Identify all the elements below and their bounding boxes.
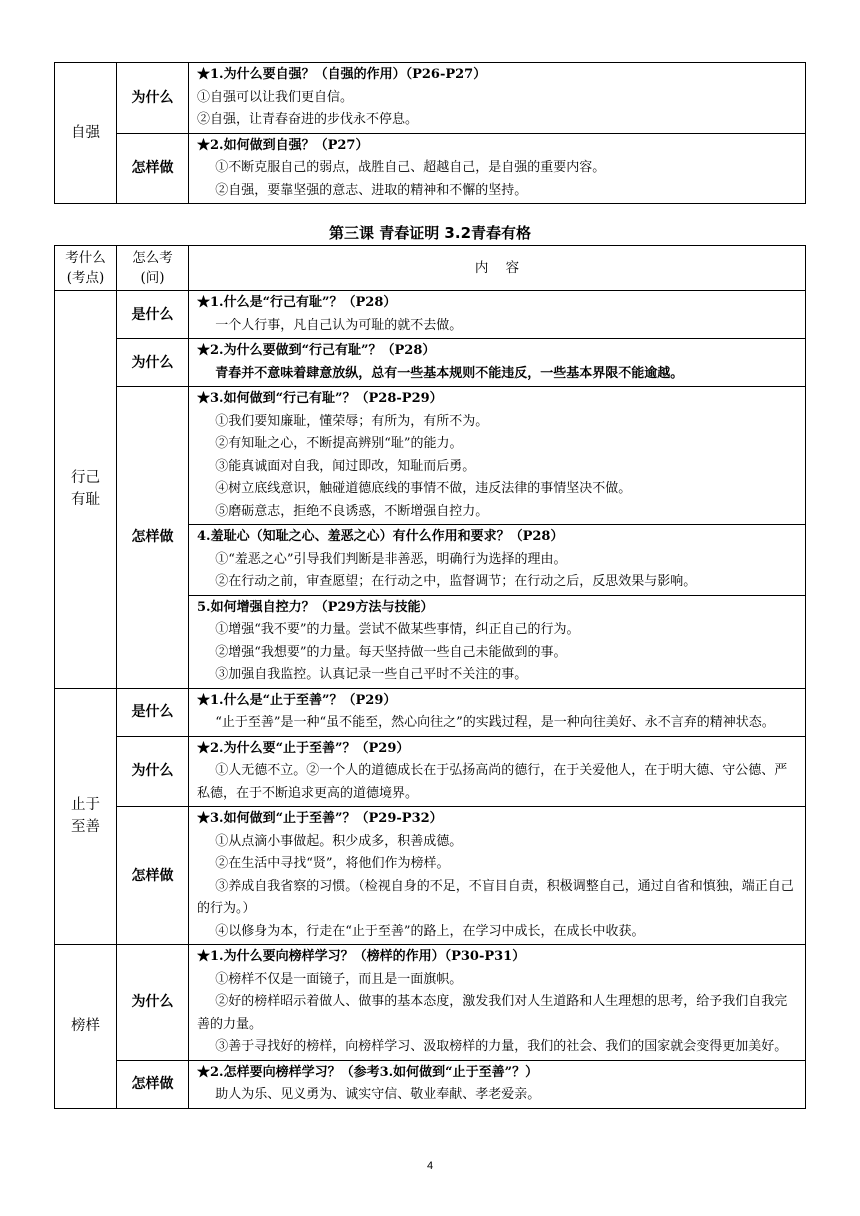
answer-line: ①不断克服自己的弱点，战胜自己、超越自己，是自强的重要内容。 [215, 160, 606, 175]
question-type-cell: 怎样做 [117, 807, 189, 945]
table-header-row [55, 246, 806, 291]
question-type-cell: 是什么 [117, 291, 189, 339]
question-type-cell: 怎样做 [117, 387, 189, 689]
content-cell [189, 688, 806, 736]
question-heading: ★2.为什么要做到“行己有耻”？（P28） [197, 343, 436, 358]
table-row [55, 291, 806, 339]
content-cell [189, 339, 806, 387]
content-cell [189, 945, 806, 1061]
topic-zhiyu-zhishan: 止于 至善 [55, 688, 117, 945]
question-heading: ★1.为什么要向榜样学习？（榜样的作用）（P30-P31） [197, 949, 526, 964]
table-ziqiang [54, 62, 806, 204]
answer-line: ④以修身为本，行走在“止于至善”的路上，在学习中成长，在成长中收获。 [215, 923, 645, 939]
table-row [55, 63, 806, 134]
table-row [55, 133, 806, 204]
answer-line: “止于至善”是一种“虽不能至，然心向往之”的实践过程，是一种向往美好、永不言弃的精神状态。 [215, 715, 775, 730]
answer-line: 青春并不意味着肆意放纵，总有一些基本规则不能违反，一些基本界限不能逾越。 [215, 365, 684, 381]
header-neirong: 内 容 [189, 246, 806, 291]
answer-line: ①“羞恶之心”引导我们判断是非善恶，明确行为选择的理由。 [215, 551, 567, 567]
table-row [55, 387, 806, 525]
topic-xingji-youchi: 行己 有耻 [55, 291, 117, 689]
answer-line: ①增强“我不要”的力量。尝试不做某些事情，纠正自己的行为。 [215, 622, 580, 637]
table-row [55, 688, 806, 736]
table-qingchun-youge [54, 245, 806, 1109]
question-type-cell: 为什么 [117, 736, 189, 807]
content-cell [189, 387, 806, 525]
answer-line: ②增强“我想要”的力量。每天坚持做一些自己未能做到的事。 [215, 644, 567, 660]
answer-line: ①从点滴小事做起。积少成多，积善成德。 [215, 833, 463, 849]
table-row [55, 807, 806, 945]
content-cell [189, 595, 806, 688]
answer-line: ②自强，要靠坚强的意志、进取的精神和不懈的坚持。 [215, 182, 528, 198]
answer-line: ②在生活中寻找“贤”，将他们作为榜样。 [215, 856, 450, 871]
answer-line: ③善于寻找好的榜样，向榜样学习、汲取榜样的力量，我们的社会、我们的国家就会变得更加美好。 [215, 1039, 788, 1054]
question-type-cell: 是什么 [117, 688, 189, 736]
question-heading: 5.如何增强自控力？（P29方法与技能） [197, 599, 434, 615]
question-heading: ★2.怎样要向榜样学习？（参考3.如何做到“止于至善”？） [197, 1064, 539, 1080]
question-heading: 4.羞耻心（知耻之心、羞恶之心）有什么作用和要求？（P28） [197, 529, 564, 544]
answer-line: ②在行动之前，审查愿望；在行动之中，监督调节；在行动之后，反思效果与影响。 [215, 574, 697, 589]
answer-line: ①我们要知廉耻，懂荣辱；有所为，有所不为。 [215, 413, 489, 429]
question-heading: ★1.为什么要自强？（自强的作用）（P26-P27） [197, 67, 487, 82]
question-heading: ★1.什么是“行己有耻”？（P28） [197, 295, 397, 310]
question-heading: ★1.什么是“止于至善”？（P29） [197, 692, 397, 708]
content-cell [189, 1060, 806, 1108]
content-cell [189, 63, 806, 134]
table-row [55, 1060, 806, 1108]
table-row [55, 736, 806, 807]
page-number: 4 [426, 1160, 434, 1172]
question-heading: ★3.如何做到“止于至善”？（P29-P32） [197, 811, 443, 826]
question-type-cell: 怎样做 [117, 133, 189, 204]
content-cell [189, 807, 806, 945]
answer-line: ①人无德不立。②一个人的道德成长在于弘扬高尚的德行，在于关爱他人，在于明大德、守公德、严私德，在于不断追求更高的道德境界。 [197, 763, 788, 801]
answer-line: ⑤磨砺意志，拒绝不良诱惑，不断增强自控力。 [215, 503, 489, 519]
answer-line: ③养成自我省察的习惯。（检视自身的不足，不盲目自责，积极调整自己，通过自省和慎独，端正自己的行为。） [197, 878, 794, 916]
table-row [55, 339, 806, 387]
answer-line: ②有知耻之心，不断提高辨别“耻”的能力。 [215, 436, 463, 451]
question-heading: ★2.为什么要“止于至善”？（P29） [197, 740, 410, 756]
answer-line: ③能真诚面对自我，闻过即改，知耻而后勇。 [215, 458, 476, 474]
answer-line: ②好的榜样昭示着做人、做事的基本态度，激发我们对人生道路和人生理想的思考，给予我们自我完善的力量。 [197, 994, 788, 1032]
question-type-cell: 为什么 [117, 63, 189, 134]
content-cell [189, 133, 806, 204]
question-type-cell: 为什么 [117, 945, 189, 1061]
question-heading: ★2.如何做到自强？（P27） [197, 137, 369, 153]
content-cell [189, 736, 806, 807]
topic-ziqiang: 自强 [55, 63, 117, 204]
table-row [55, 945, 806, 1061]
answer-line: ①自强可以让我们更自信。 [197, 89, 354, 105]
answer-line: 助人为乐、见义勇为、诚实守信、敬业奉献、孝老爱亲。 [215, 1087, 541, 1102]
topic-bangyang: 榜样 [55, 945, 117, 1109]
question-type-cell: 为什么 [117, 339, 189, 387]
answer-line: ①榜样不仅是一面镜子，而且是一面旗帜。 [215, 971, 463, 987]
header-wen: 怎么考 (问) [117, 246, 189, 291]
question-type-cell: 怎样做 [117, 1060, 189, 1108]
answer-line: ③加强自我监控。认真记录一些自己平时不关注的事。 [215, 667, 528, 682]
answer-line: ②自强，让青春奋进的步伐永不停息。 [197, 112, 419, 127]
content-cell [189, 291, 806, 339]
answer-line: 一个人行事，凡自己认为可耻的就不去做。 [215, 317, 463, 333]
answer-line: ④树立底线意识，触碰道德底线的事情不做，违反法律的事情坚决不做。 [215, 481, 632, 496]
header-kaodian: 考什么 (考点) [55, 246, 117, 291]
content-cell [189, 525, 806, 596]
lesson-title: 第三课 青春证明 3.2青春有格 [328, 224, 532, 242]
question-heading: ★3.如何做到“行己有耻”？（P28-P29） [197, 391, 443, 406]
